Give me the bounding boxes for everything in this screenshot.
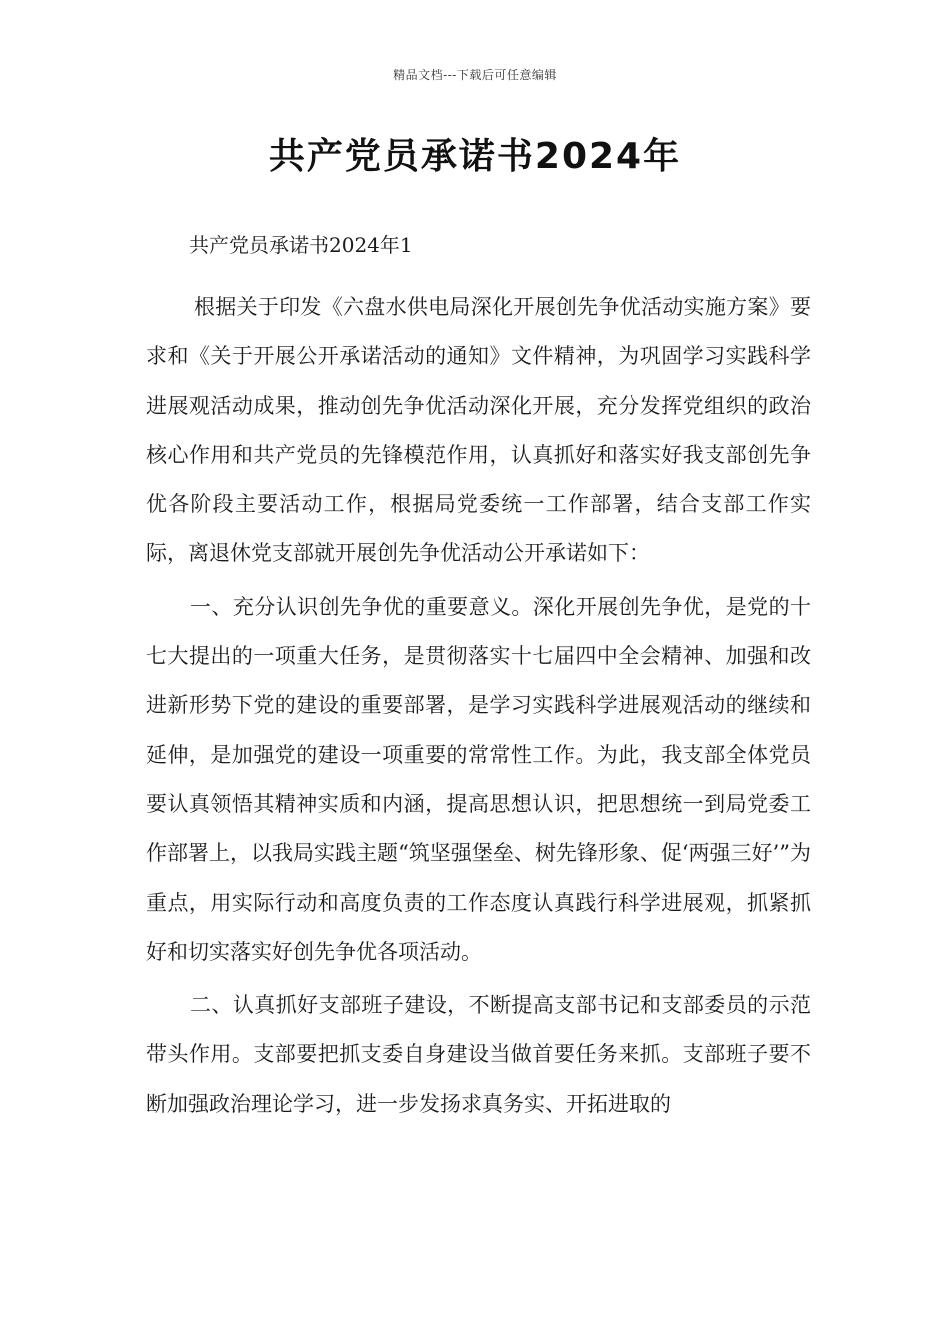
document-subtitle: 共产党员承诺书2024年1 xyxy=(189,233,413,257)
document-title: 共产党员承诺书2024年 xyxy=(268,136,682,177)
header-note: 精品文档---下载后可任意编辑 xyxy=(393,68,557,82)
document-body xyxy=(146,232,811,1129)
paragraph-intro: 根据关于印发《六盘水供电局深化开展创先争优活动实施方案》要求和《关于开展公开承诺活动的通知》文件精神，为巩固学习实践科学进展观活动成果，推动创先争优活动深化开展，充分发挥党组织的政治核心作用和共产党员的先锋模范作用，认真抓好和落实好我支部创先争优各阶段主要活动工作，根据局党委统一工作部署，结合支部工作实际，离退休党支部就开展创先争优活动公开承诺如下： xyxy=(146,295,811,566)
paragraph-section-two: 二、认真抓好支部班子建设，不断提高支部书记和支部委员的示范带头作用。支部要把抓支委自身建设当做首要任务来抓。支部班子要不断加强政治理论学习，进一步发扬求真务实、开拓进取的 xyxy=(146,993,811,1116)
paragraph-section-one: 一、充分认识创先争优的重要意义。深化开展创先争优，是党的十七大提出的一项重大任务，是贯彻落实十七届四中全会精神、加强和改进新形势下党的建设的重要部署，是学习实践科学进展观活动的继续和延伸，是加强党的建设一项重要的常常性工作。为此，我支部全体党员要认真领悟其精神实质和内涵，提高思想认识，把思想统一到局党委工作部署上，以我局实践主题“筑坚强堡垒、树先锋形象、促‘两强三好’”为重点，用实际行动和高度负责的工作态度认真践行科学进展观，抓紧抓好和切实落实好创先争优各项活动。 xyxy=(146,594,811,964)
